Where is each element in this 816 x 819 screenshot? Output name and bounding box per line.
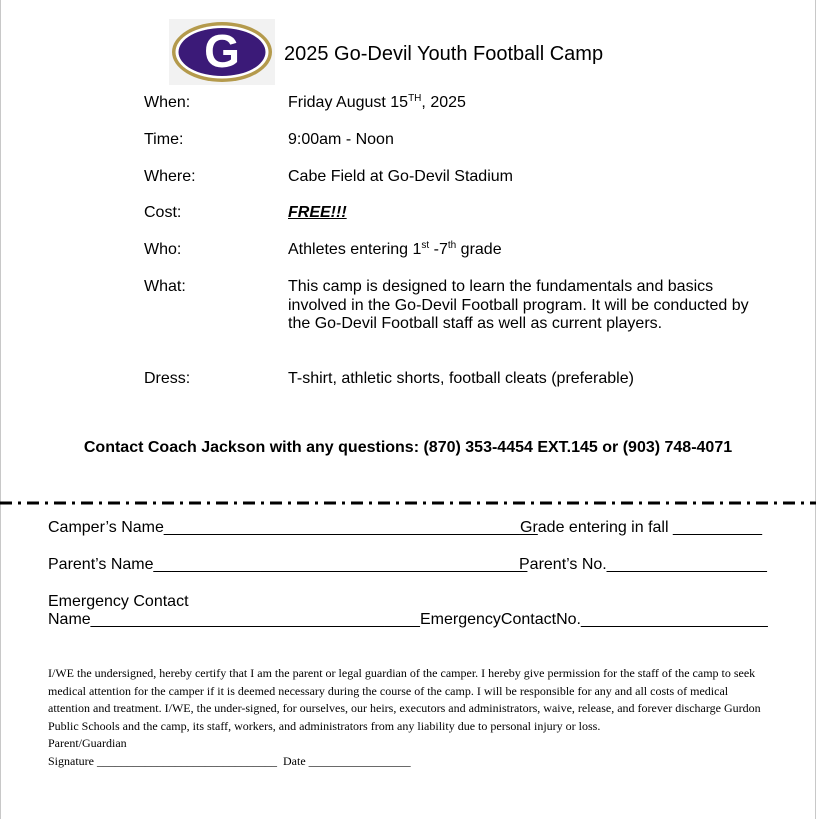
g-logo-icon	[169, 19, 275, 85]
grade-field[interactable]: Grade entering in fall __________	[520, 519, 762, 536]
emergency-contact-label: Emergency Contact	[48, 593, 189, 610]
cost-value	[288, 204, 347, 222]
what-value: This camp is designed to learn the fundamentals and basics involved in the Go-Devil Football program. It will be conducted by the Go-Devil Football staff as well as current players.	[288, 278, 749, 332]
who-sup-1: st	[421, 240, 430, 251]
page-border-left	[0, 0, 1, 819]
contact-line: Contact Coach Jackson with any questions: (870) 353-4454 EXT.145 or (903) 748-4071	[83, 439, 733, 456]
when-label: When:	[144, 94, 191, 111]
camper-name-field[interactable]: Camper’s Name__________________________________________	[48, 519, 538, 536]
when-suffix: TH	[408, 93, 422, 104]
emergency-name-field[interactable]: Name_____________________________________	[48, 611, 420, 628]
waiver-text: I/WE the undersigned, hereby certify that I am the parent or legal guardian of the camper. I hereby give permission for the staff of the camp to seek medical attention for the camper if it is deemed necessary during the course of the camp. I will be responsible for any and all costs of medical attention and treatment. I/WE, the under-signed, for ourselves, our heirs, executors and administrators, waive, release, and forever discharge Gurdon Public Schools and the camp, its staff, workers, and administrators from any liability due to personal injury or loss.	[48, 666, 761, 733]
dress-label: Dress:	[144, 370, 191, 387]
when-value	[288, 94, 466, 112]
cost-free: FREE!!!	[288, 204, 347, 221]
time-label: Time:	[144, 131, 184, 148]
what-label: What:	[144, 278, 186, 295]
who-sup-2: th	[447, 240, 457, 251]
parent-name-field[interactable]: Parent’s Name__________________________________________	[48, 556, 528, 573]
parent-phone-field[interactable]: Parent’s No.__________________	[519, 556, 767, 573]
time-value: 9:00am - Noon	[288, 131, 394, 148]
waiver-section	[48, 665, 773, 771]
who-label: Who:	[144, 241, 182, 258]
logo-letter: G	[204, 25, 240, 77]
signature-date-line[interactable]: Signature ______________________________ Date _________________	[48, 753, 411, 768]
emergency-phone-field[interactable]: EmergencyContactNo._____________________	[420, 611, 768, 628]
who-part-1: Athletes entering 1	[288, 241, 422, 258]
who-part-2: -7	[429, 241, 448, 258]
where-label: Where:	[144, 168, 196, 185]
parent-guardian-label: Parent/Guardian	[48, 736, 127, 751]
dress-value: T-shirt, athletic shorts, football cleats (preferable)	[288, 370, 634, 387]
who-part-3: grade	[456, 241, 502, 258]
when-year: , 2025	[421, 94, 466, 111]
when-date: Friday August 15	[288, 94, 409, 111]
who-value	[288, 241, 502, 259]
logo	[169, 19, 275, 85]
cost-label: Cost:	[144, 204, 182, 221]
cut-line	[0, 500, 816, 506]
page-title: 2025 Go-Devil Youth Football Camp	[284, 43, 604, 65]
where-value: Cabe Field at Go-Devil Stadium	[288, 168, 513, 185]
